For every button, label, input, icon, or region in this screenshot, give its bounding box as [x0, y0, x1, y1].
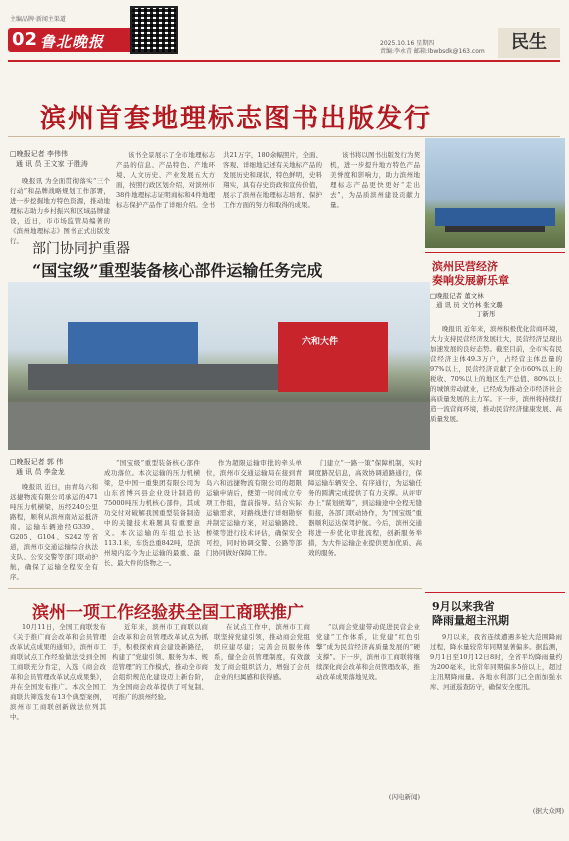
side1-byline-2: 通 讯 员 文竹林 张文璐 — [436, 301, 503, 309]
second-kicker: 部门协同护重器 — [32, 241, 130, 257]
side-rule-2 — [425, 592, 565, 593]
side1-headline-2: 奏响发展新乐章 — [432, 274, 509, 287]
truck-cab-shape — [278, 322, 388, 392]
second-col-4 — [308, 458, 422, 584]
side2-body — [430, 632, 562, 782]
second-byline-2: 通 讯 员 李金龙 — [16, 468, 65, 476]
side2-body-text: 9月以来，我省连续遭遇多轮大范围降雨过程，降水量较常年同期显著偏多。据监测，9月1日至10月12日8时，全省平均降雨量约为200毫米，比常年同期偏多5倍以上，超过主汛期降雨量。各地水利部门已全面加强水库、河道巡查防守，确保安全度汛。 — [430, 633, 562, 691]
bottom-source: (闪电新闻) — [388, 793, 420, 801]
second-col-3-text: 作为超限运输审批的牵头单位，滨州市交通运输局在接到青岛六和远捷物流有限公司的超限运输申请后，便第一时间成立专项工作组，靠前指导。结合实际运输需求，对路线进行详细勘察并制定运输方案，对运输路段、桥梁等进行技术评估，确保安全可控，同时协调交警、公路等部门协同做好保障工作。 — [206, 459, 302, 557]
bottom-col-1 — [10, 622, 106, 808]
main-col-1-text: 晚报讯 为全面贯彻落实“三个行动”和品牌战略规划工作部署，进一步挖掘地方特色资源，推动地理标志助力乡村振兴和区域品牌建设，近日，市市场监管局编著的《滨州地理标志》图书正式出版发行。 — [10, 177, 110, 245]
paper-logo: 鲁北晚报 — [40, 33, 105, 51]
trailer-shape — [28, 364, 278, 390]
main-col-3-text: 该书将以图书出版发行为契机，进一步提升地方特色产品美誉度和影响力，助力滨州地理标志产品更快更好“走出去”，为品质滨州建设贡献力量。 — [330, 151, 420, 209]
bottom-col-3-text: 在试点工作中，滨州市工商联坚持党建引领，推动商会党组织应建尽建；完善会员服务体系，健全会员管理制度，有效激发了商会组织活力，增强了会员企业的归属感和获得感。 — [214, 623, 310, 681]
side1-byline-1: □晚报记者 董文林 — [430, 292, 484, 300]
editor-info: 责编:李永青 邮箱:lbwbsdk@163.com — [380, 48, 485, 55]
photo-heavy-transport — [8, 282, 430, 450]
road-shape — [8, 402, 430, 450]
issue-date: 2025.10.16 星期四 — [380, 40, 435, 47]
second-col-2 — [104, 458, 200, 584]
second-col-1-text: 晚报讯 近日，由青岛六和远捷物流有限公司承运的471吨压力机横梁，历经240公里路程，顺利从滨州南站运抵济南。运输车辆途经G339、G205、G104、S242等省道，滨州市交通运输综合执法支队、公安交警等部门联动护航，确保了运输全程安全有序。 — [10, 483, 98, 581]
bottom-headline: 滨州一项工作经验获全国工商联推广 — [32, 603, 304, 623]
bottom-col-2 — [112, 622, 208, 808]
second-headline: “国宝级”重型装备核心部件运输任务完成 — [32, 261, 323, 280]
side1-byline-3: 丁新彤 — [476, 310, 496, 318]
main-col-2-text: 该书全景展示了全市地理标志产品的信息、产品特色、产地环境、人文历史、产业发展五大方面，按照行政区划介绍，对滨州市38件地理标志证明商标和4件地理标志保护产品作了详细介绍。全书共21万字，180余幅照片，全面、客观、详细地记述有关地标产品的发展历史和现状，特色鲜明，史料翔实，具有存史资政和宣传价值，展示了滨州在地理标志培育、保护工作方面的努力和取得的成果。 — [116, 151, 322, 209]
bottom-col-3 — [214, 622, 310, 808]
side1-body — [430, 324, 562, 520]
second-col-2-text: “国宝级”重型装备核心部件成功落位。本次运输的压力机横梁，是中国一重集团有限公司为山东省博兴县企业设计制造的75000吨压力机核心部件，其成功交付对破解我国重型装备制造中的关键技术难题具有重要意义。本次运输的车组总长达113.1米，车货总重842吨，是滨州境内迄今为止运输的最重、最长、最大件的货物之一。 — [104, 459, 201, 567]
bottom-col-4 — [316, 622, 420, 790]
trailer-shape — [445, 226, 545, 232]
bottom-col-1-text: 10月11日，全国工商联发布《关于推广商会改革和会员管理改革试点成果的通知》，滨州市工商联试点工作经验做法受到全国工商联充分肯定，入选《商会改革和会员管理改革试点成果集》，并在全国发布推广。本次全国工商联共筛选发布13个典型案例，滨州市工商联创新做法位列其中。 — [10, 623, 106, 721]
main-col-1 — [10, 176, 110, 245]
second-col-4-text: 门建立“一路一策”保障机制，实时调度路况信息，高效协调道路通行，保障运输车辆安全、有序通行，为运输任务的圆满完成提供了有力支撑。从评审办上“谋划统筹”，到运输途中全程无缝衔接，各部门联动协作，为“国宝级”重器顺利运达保驾护航。今后，滨州交通将进一步优化审批流程，创新服务举措，为大件运输企业提供更加优质、高效的服务。 — [308, 459, 422, 557]
side1-headline-1: 滨州民营经济 — [432, 260, 498, 273]
second-col-1 — [10, 482, 98, 584]
bottom-col-2-text: 近年来，滨州市工商联以商会改革和会员管理改革试点为抓手，积极探索商会建设新路径，构建了“党建引领、服务为本、规范管理”的工作模式，推动全市商会组织规范化建设迈上新台阶，为全国商会改革提供了可复制、可推广的滨州经验。 — [112, 623, 208, 701]
side-rule-1 — [425, 252, 565, 253]
page-number: 02 — [12, 29, 38, 50]
main-col-3 — [330, 150, 420, 236]
photo-cargo-convoy — [425, 138, 565, 248]
main-headline: 滨州首套地理标志图书出版发行 — [40, 104, 433, 134]
side2-source: (据大众网) — [532, 807, 564, 815]
truck-label: 六和大件 — [302, 337, 339, 347]
second-byline-1: □晚报记者 郭 伟 — [10, 458, 64, 466]
side2-headline-1: 9月以来我省 — [432, 600, 495, 613]
main-byline-1: □晚报记者 李伟伟 — [10, 150, 68, 158]
qr-code-icon — [130, 6, 178, 54]
headline-rule — [8, 136, 560, 137]
main-col-2 — [116, 150, 322, 236]
cargo-shape — [435, 208, 555, 226]
bottom-rule — [8, 588, 422, 589]
second-col-3 — [206, 458, 302, 584]
main-byline-2: 通 讯 员 王文家 于胜涛 — [16, 160, 88, 168]
section-title: 民生 — [498, 28, 560, 58]
header-slogan: 主编品牌·新闻主渠道 — [10, 16, 66, 23]
side2-headline-2: 降雨量超主汛期 — [432, 614, 509, 627]
header-rule — [8, 60, 560, 62]
side1-body-text: 晚报讯 近年来，滨州积极优化营商环境，大力支持民营经济发展壮大，民营经济呈现出加速发展的良好态势。截至目前，全市实有民营经济主体49.3万户，占经营主体总量的97%以上，民营经济贡献了全市60%以上的税收、70%以上的地区生产总值、80%以上的城镇劳动就业，已经成为推动全市经济社会高质量发展的主力军。下一步，滨州将持续打造一流营商环境，推动民营经济健康发展、高质量发展。 — [430, 325, 562, 423]
bottom-col-4-text: “以商会党建带动促进民营企业党建”工作体系，让党建“红色引擎”成为民营经济高质量发展的“硬支撑”。下一步，滨州市工商联将继续深化商会改革和会员管理改革，推动改革成果落地见效。 — [316, 623, 420, 681]
